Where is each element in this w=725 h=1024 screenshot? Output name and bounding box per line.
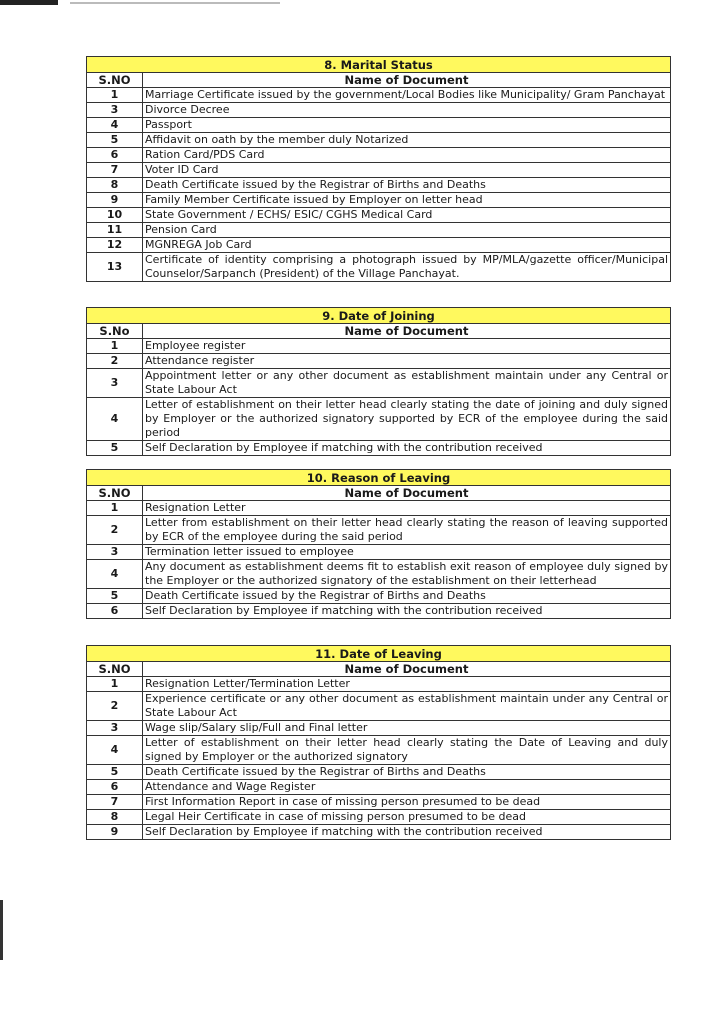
row-sno: 13 — [87, 253, 143, 282]
name-header: Name of Document — [143, 662, 671, 677]
section-title: 9. Date of Joining — [87, 308, 671, 324]
scan-edge-mark — [0, 0, 58, 5]
row-document-name: Experience certificate or any other document as establishment maintain under any Central or State Labour Act — [143, 692, 671, 721]
row-document-name: Letter of establishment on their letter head clearly stating the date of joining and duly signed by Employer or the authorized signatory supported by ECR of the employee during the said period — [143, 398, 671, 441]
row-document-name: Resignation Letter — [143, 501, 671, 516]
table-row — [87, 604, 671, 619]
rows-body — [87, 677, 671, 840]
row-document-name: Passport — [143, 118, 671, 133]
row-sno: 5 — [87, 133, 143, 148]
section-title: 8. Marital Status — [87, 57, 671, 73]
row-sno: 6 — [87, 780, 143, 795]
table-row — [87, 193, 671, 208]
table-row — [87, 253, 671, 282]
table-row — [87, 736, 671, 765]
section-date-of-joining — [86, 307, 671, 456]
table-row — [87, 692, 671, 721]
table-row — [87, 148, 671, 163]
table-row — [87, 545, 671, 560]
table-row — [87, 223, 671, 238]
row-sno: 3 — [87, 103, 143, 118]
row-document-name: Pension Card — [143, 223, 671, 238]
row-document-name: Attendance and Wage Register — [143, 780, 671, 795]
table-row — [87, 810, 671, 825]
table-row — [87, 398, 671, 441]
row-document-name: Death Certificate issued by the Registrar of Births and Deaths — [143, 765, 671, 780]
row-sno: 10 — [87, 208, 143, 223]
row-document-name: Affidavit on oath by the member duly Notarized — [143, 133, 671, 148]
row-document-name: Ration Card/PDS Card — [143, 148, 671, 163]
row-document-name: Voter ID Card — [143, 163, 671, 178]
table-row — [87, 369, 671, 398]
table-row — [87, 208, 671, 223]
row-sno: 3 — [87, 545, 143, 560]
scan-edge-mark — [70, 2, 280, 4]
table-row — [87, 677, 671, 692]
row-document-name: Termination letter issued to employee — [143, 545, 671, 560]
section-title: 10. Reason of Leaving — [87, 470, 671, 486]
row-document-name: Any document as establishment deems fit to establish exit reason of employee duly signed by the Employer or the authorized signatory of the establishment on their letterhead — [143, 560, 671, 589]
row-sno: 7 — [87, 795, 143, 810]
row-document-name: Divorce Decree — [143, 103, 671, 118]
row-document-name: Certificate of identity comprising a photograph issued by MP/MLA/gazette officer/Municipal Counselor/Sarpanch (President) of the Village Panchayat. — [143, 253, 671, 282]
table-row — [87, 133, 671, 148]
sno-header: S.NO — [87, 73, 143, 88]
row-document-name: Employee register — [143, 339, 671, 354]
row-sno: 9 — [87, 825, 143, 840]
row-document-name: State Government / ECHS/ ESIC/ CGHS Medical Card — [143, 208, 671, 223]
row-sno: 1 — [87, 677, 143, 692]
scan-edge-mark — [0, 900, 3, 960]
row-sno: 3 — [87, 369, 143, 398]
table-row — [87, 88, 671, 103]
row-document-name: First Information Report in case of missing person presumed to be dead — [143, 795, 671, 810]
table-row — [87, 238, 671, 253]
row-sno: 11 — [87, 223, 143, 238]
rows-body — [87, 339, 671, 456]
table-row — [87, 765, 671, 780]
row-sno: 1 — [87, 88, 143, 103]
row-document-name: Self Declaration by Employee if matching with the contribution received — [143, 604, 671, 619]
row-document-name: Letter from establishment on their letter head clearly stating the reason of leaving supported by ECR of the employee during the said period — [143, 516, 671, 545]
table-row — [87, 560, 671, 589]
rows-body — [87, 88, 671, 282]
row-document-name: Marriage Certificate issued by the government/Local Bodies like Municipality/ Gram Panchayat — [143, 88, 671, 103]
row-document-name: Attendance register — [143, 354, 671, 369]
row-sno: 5 — [87, 589, 143, 604]
row-document-name: Self Declaration by Employee if matching with the contribution received — [143, 441, 671, 456]
row-document-name: Letter of establishment on their letter head clearly stating the Date of Leaving and duly signed by Employer or the authorized signatory — [143, 736, 671, 765]
row-sno: 9 — [87, 193, 143, 208]
row-document-name: Self Declaration by Employee if matching with the contribution received — [143, 825, 671, 840]
table-row — [87, 795, 671, 810]
row-sno: 1 — [87, 501, 143, 516]
row-document-name: Wage slip/Salary slip/Full and Final letter — [143, 721, 671, 736]
name-header: Name of Document — [143, 324, 671, 339]
row-document-name: Family Member Certificate issued by Employer on letter head — [143, 193, 671, 208]
table-row — [87, 721, 671, 736]
row-document-name: MGNREGA Job Card — [143, 238, 671, 253]
table-row — [87, 516, 671, 545]
table-row — [87, 178, 671, 193]
row-sno: 6 — [87, 604, 143, 619]
row-document-name: Death Certificate issued by the Registrar of Births and Deaths — [143, 589, 671, 604]
row-sno: 5 — [87, 441, 143, 456]
table-row — [87, 501, 671, 516]
section-title: 11. Date of Leaving — [87, 646, 671, 662]
section-date-of-leaving — [86, 645, 671, 840]
row-sno: 3 — [87, 721, 143, 736]
row-sno: 8 — [87, 810, 143, 825]
table-row — [87, 780, 671, 795]
row-document-name: Appointment letter or any other document as establishment maintain under any Central or State Labour Act — [143, 369, 671, 398]
table-row — [87, 103, 671, 118]
document-table — [86, 56, 671, 282]
sno-header: S.No — [87, 324, 143, 339]
row-sno: 2 — [87, 516, 143, 545]
document-table — [86, 307, 671, 456]
row-document-name: Death Certificate issued by the Registrar of Births and Deaths — [143, 178, 671, 193]
table-row — [87, 589, 671, 604]
name-header: Name of Document — [143, 486, 671, 501]
row-document-name: Legal Heir Certificate in case of missing person presumed to be dead — [143, 810, 671, 825]
table-row — [87, 354, 671, 369]
rows-body — [87, 501, 671, 619]
document-table — [86, 469, 671, 619]
table-row — [87, 825, 671, 840]
row-sno: 2 — [87, 354, 143, 369]
name-header: Name of Document — [143, 73, 671, 88]
table-row — [87, 441, 671, 456]
row-sno: 4 — [87, 398, 143, 441]
section-marital-status — [86, 56, 671, 282]
row-sno: 4 — [87, 736, 143, 765]
row-sno: 5 — [87, 765, 143, 780]
table-row — [87, 118, 671, 133]
row-sno: 7 — [87, 163, 143, 178]
row-sno: 12 — [87, 238, 143, 253]
row-sno: 4 — [87, 118, 143, 133]
table-row — [87, 339, 671, 354]
section-reason-of-leaving — [86, 469, 671, 619]
sno-header: S.NO — [87, 486, 143, 501]
row-sno: 4 — [87, 560, 143, 589]
row-sno: 8 — [87, 178, 143, 193]
document-table — [86, 645, 671, 840]
row-sno: 6 — [87, 148, 143, 163]
sno-header: S.NO — [87, 662, 143, 677]
table-row — [87, 163, 671, 178]
row-sno: 1 — [87, 339, 143, 354]
row-document-name: Resignation Letter/Termination Letter — [143, 677, 671, 692]
row-sno: 2 — [87, 692, 143, 721]
